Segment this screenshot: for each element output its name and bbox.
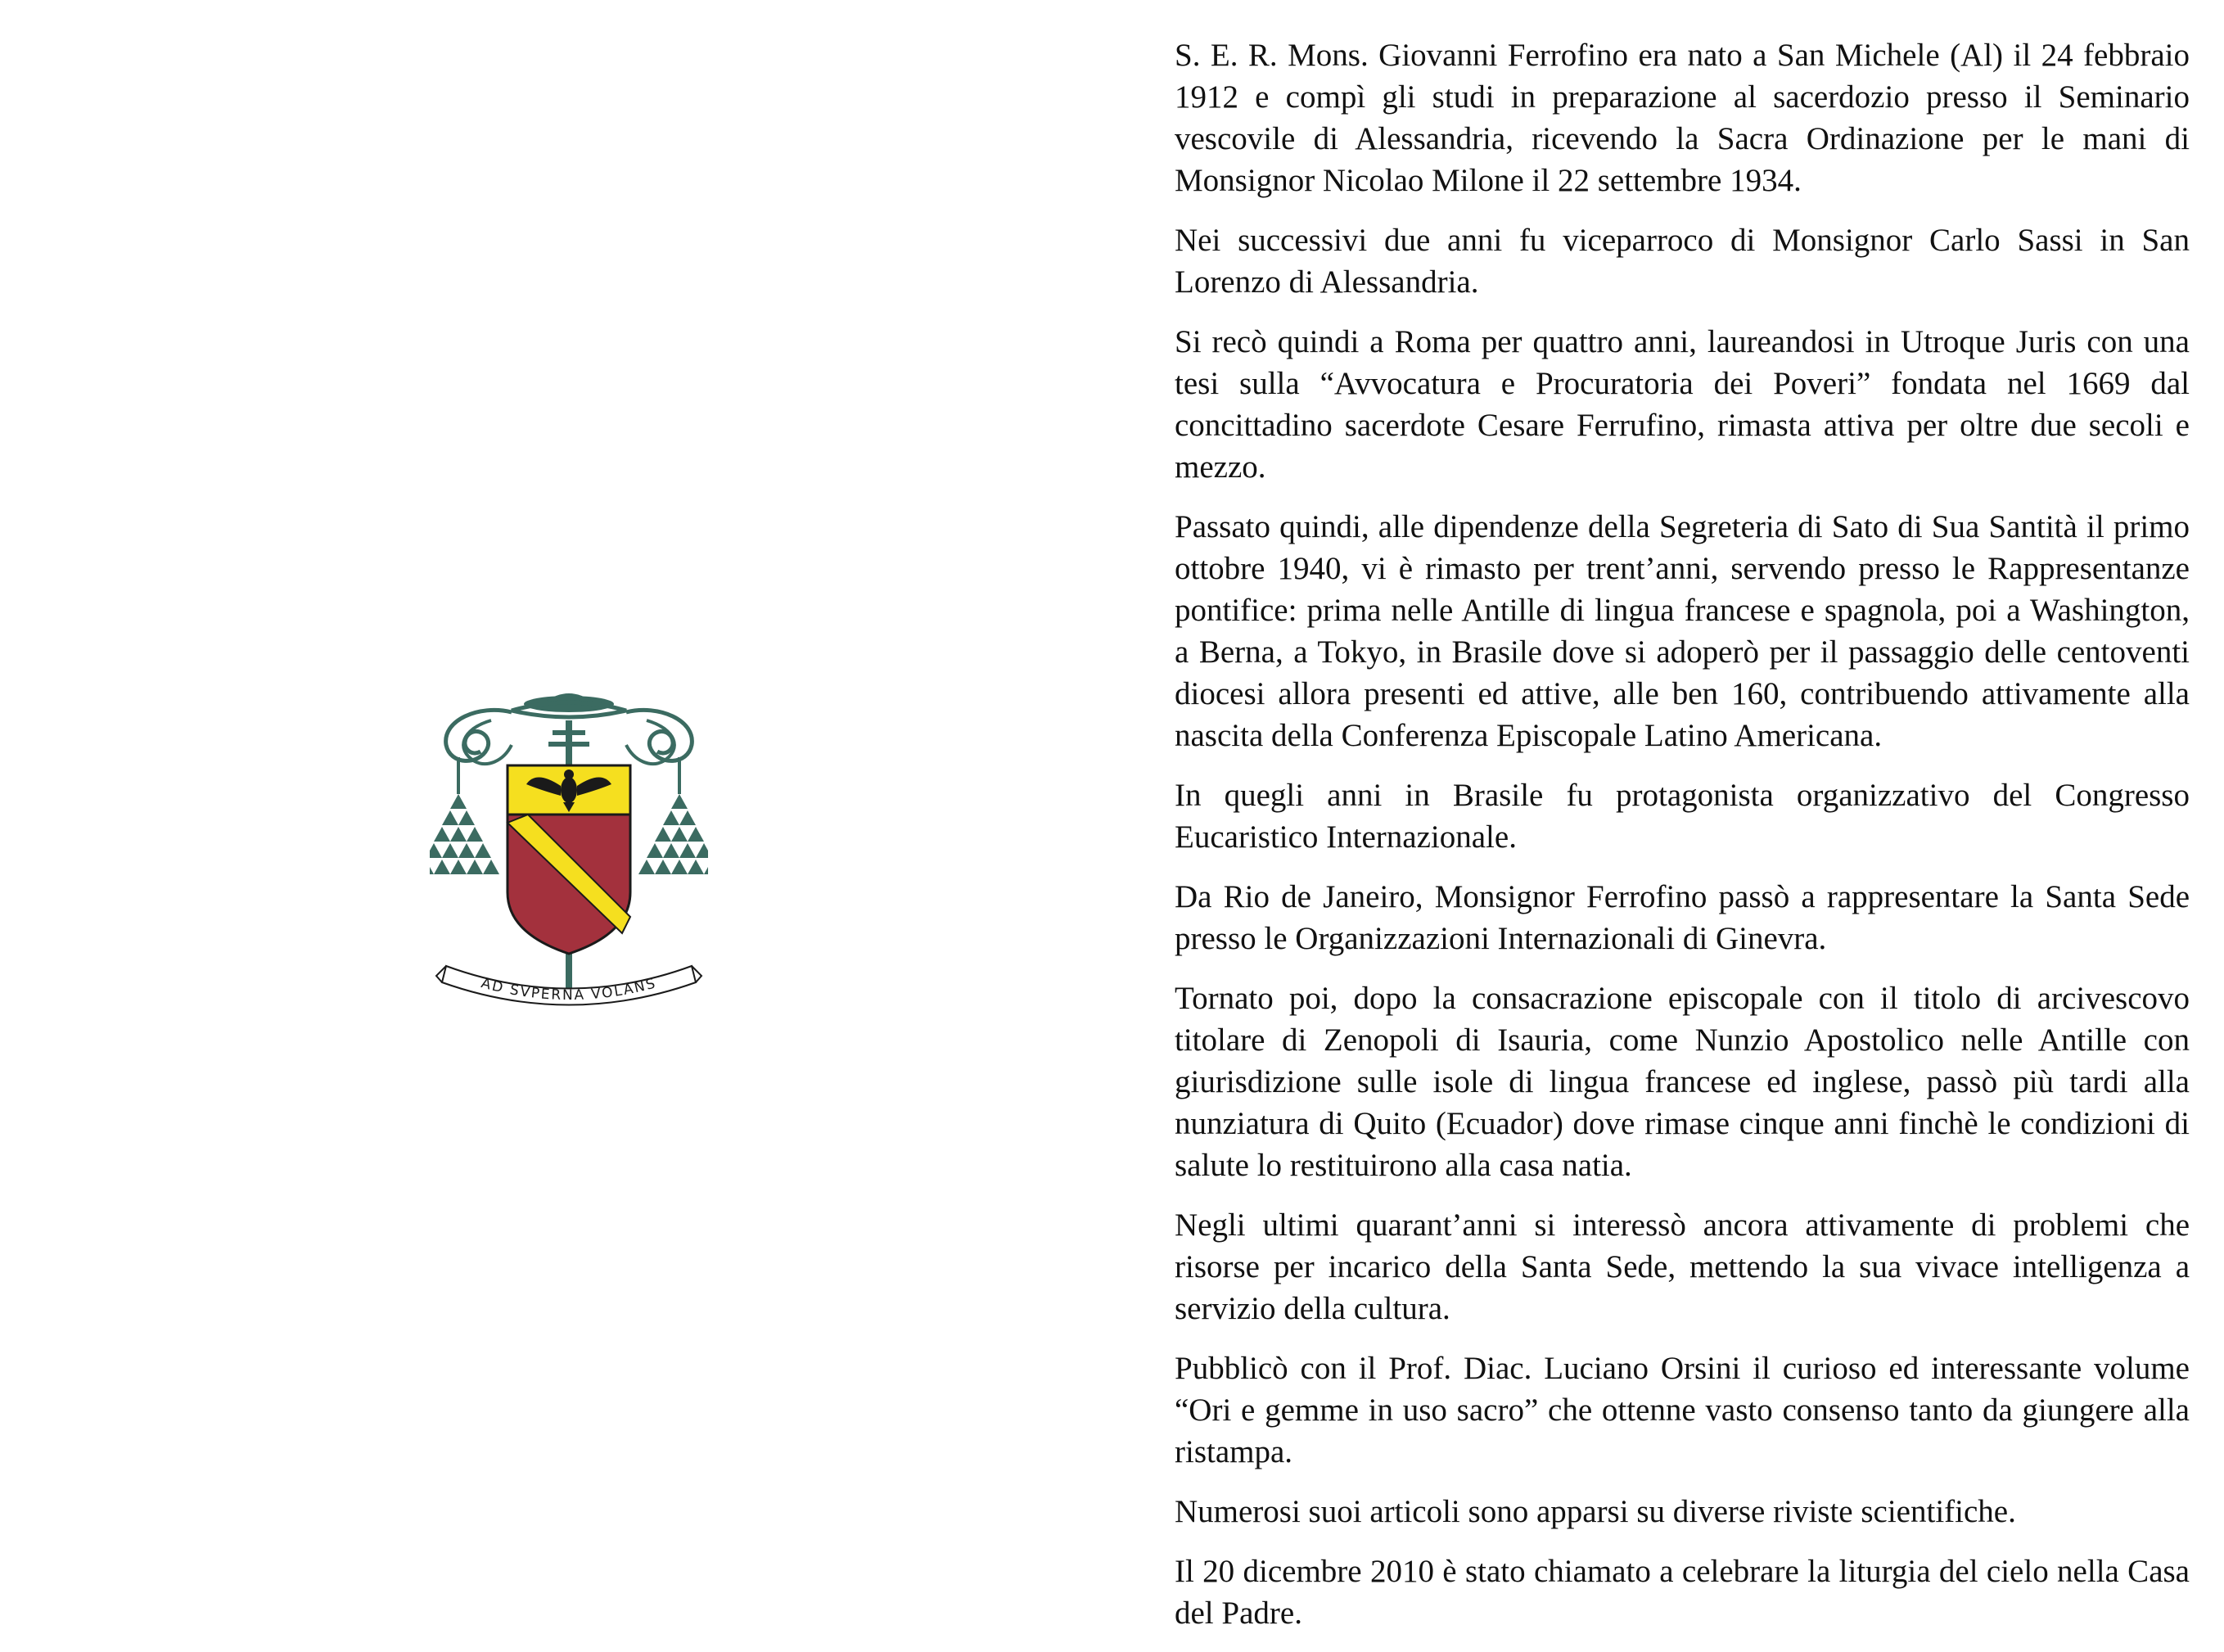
- coat-of-arms: [430, 688, 708, 1015]
- motto-text: AD SVPERNA VOLANS: [479, 975, 659, 1004]
- paragraph: Da Rio de Janeiro, Monsignor Ferrofino passò a rappresentare la Santa Sede presso le Organizzazioni Internazionali di Ginevra.: [1175, 879, 2190, 956]
- paragraph: Si recò quindi a Roma per quattro anni, laureandosi in Utroque Juris con una tesi sulla “Avvocatura e Procuratoria dei Poveri” fondata nel 1669 dal concittadino sacerdote Cesare Ferrufino, rimasta attiva per oltre due secoli e mezzo.: [1175, 324, 2190, 485]
- paragraph: Nei successivi due anni fu viceparroco di Monsignor Carlo Sassi in San Lorenzo di Alessandria.: [1175, 223, 2190, 300]
- coat-of-arms-emblem: [430, 688, 708, 1015]
- biography-text: [1175, 34, 2190, 1652]
- paragraph: S. E. R. Mons. Giovanni Ferrofino era nato a San Michele (Al) il 24 febbraio 1912 e compì gli studi in preparazione al sacerdozio presso il Seminario vescovile di Alessandria, ricevendo la Sacra Ordinazione per le mani di Monsignor Nicolao Milone il 22 settembre 1934.: [1175, 38, 2190, 198]
- paragraph: Pubblicò con il Prof. Diac. Luciano Orsini il curioso ed interessante volume “Ori e gemme in uso sacro” che ottenne vasto consenso tanto da giungere alla ristampa.: [1175, 1351, 2190, 1469]
- paragraph: Tornato poi, dopo la consacrazione episcopale con il titolo di arcivescovo titolare di Zenopoli di Isauria, come Nunzio Apostolico nelle Antille con giurisdizione sulle isole di lingua francese ed inglese, passò più tardi alla nunziatura di Quito (Ecuador) dove rimase cinque anni finchè le condizioni di salute lo restituirono alla casa natia.: [1175, 981, 2190, 1183]
- paragraph: In quegli anni in Brasile fu protagonista organizzativo del Congresso Eucaristico Internazionale.: [1175, 778, 2190, 855]
- paragraph: Il 20 dicembre 2010 è stato chiamato a celebrare la liturgia del cielo nella Casa del Padre.: [1175, 1554, 2190, 1631]
- paragraph: Passato quindi, alle dipendenze della Segreteria di Sato di Sua Santità il primo ottobre 1940, vi è rimasto per trent’anni, servendo presso le Rappresentanze pontifice: prima nelle Antille di lingua francese e spagnola, poi a Washington, a Berna, a Tokyo, in Brasile dove si adoperò per il passaggio delle centoventi diocesi allora presenti ed attive, alle ben 160, contribuendo attivamente alla nascita della Conferenza Episcopale Latino Americana.: [1175, 509, 2190, 753]
- paragraph: Numerosi suoi articoli sono apparsi su diverse riviste scientifiche.: [1175, 1494, 2016, 1529]
- left-page: [0, 0, 1112, 1644]
- paragraph: Negli ultimi quarant’anni si interessò ancora attivamente di problemi che risorse per incarico della Santa Sede, mettendo la sua vivace intelligenza a servizio della cultura.: [1175, 1207, 2190, 1326]
